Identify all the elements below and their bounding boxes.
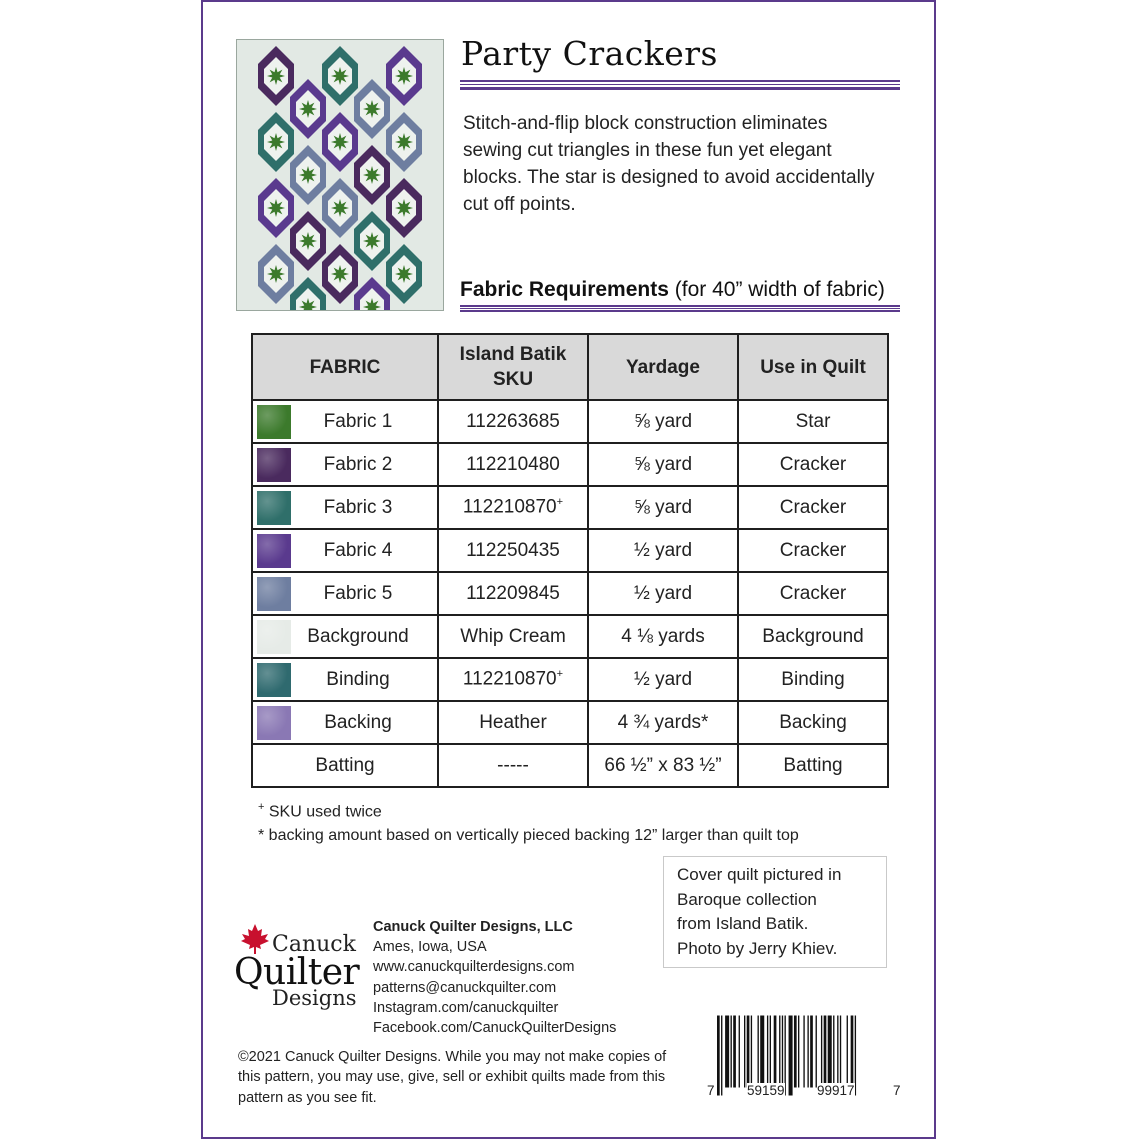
table-row (252, 400, 888, 443)
fabric-swatch (257, 706, 291, 740)
sku-value: 112210870 (462, 496, 557, 518)
copyright-notice: ©2021 Canuck Quilter Designs. While you may not make copies of this pattern, you may use, give, sell or exhibit quilts made from this pattern as you see fit. (238, 1049, 667, 1106)
sku-cell (438, 400, 588, 443)
use-cell: Background (738, 615, 888, 658)
use-cell: Backing (738, 701, 888, 744)
fabric-cell (252, 572, 438, 615)
cover-photo-credit (663, 856, 887, 968)
sku-value: Whip Cream (460, 625, 566, 647)
yardage-cell: 4 ¾ yards* (588, 701, 738, 744)
fabric-requirements-heading (460, 278, 885, 302)
barcode-digits-right: 99917 (817, 1083, 855, 1098)
sku-cell (438, 486, 588, 529)
sku-used-twice-mark: + (556, 668, 564, 681)
table-row (252, 701, 888, 744)
fabric-table (251, 333, 889, 788)
company-instagram-link[interactable]: Instagram.com/canuckquilter (373, 999, 559, 1016)
table-row (252, 443, 888, 486)
use-cell: Binding (738, 658, 888, 701)
sku-twice-text: SKU used twice (264, 803, 382, 821)
barcode-digit-check: 7 (893, 1083, 901, 1098)
sku-cell (438, 658, 588, 701)
title-rule (460, 80, 900, 90)
fabric-name: Backing (324, 711, 392, 733)
sku-value: 112250435 (466, 539, 560, 561)
company-location: Ames, Iowa, USA (373, 939, 487, 956)
fabric-cell (252, 658, 438, 701)
sku-cell (438, 701, 588, 744)
fabric-name: Fabric 5 (323, 582, 393, 604)
yardage-cell: ½ yard (588, 572, 738, 615)
yardage-cell: 4 ⅛ yards (588, 615, 738, 658)
table-header-row (252, 334, 888, 400)
sku-cell (438, 443, 588, 486)
canuck-quilter-logo (234, 922, 364, 1022)
fabric-cell (252, 400, 438, 443)
logo-word-designs: Designs (272, 986, 357, 1010)
pattern-description: Stitch-and-flip block construction eliminates sewing cut triangles in these fun yet elegant blocks. The star is designed to avoid accidentally cut off points. (463, 113, 875, 215)
fabric-swatch (257, 491, 291, 525)
sku-cell (438, 572, 588, 615)
sku-value: 112263685 (466, 410, 560, 432)
fabric-name: Binding (326, 668, 390, 690)
use-cell: Star (738, 400, 888, 443)
fabric-name: Background (307, 625, 409, 647)
use-cell: Cracker (738, 443, 888, 486)
sku-cell (438, 744, 588, 787)
yardage-cell: 66 ½” x 83 ½” (588, 744, 738, 787)
fabric-swatch (257, 663, 291, 697)
sku-cell (438, 615, 588, 658)
logo-word-quilter: Quilter (234, 952, 360, 993)
requirements-title: Fabric Requirements (460, 278, 669, 301)
fabric-swatch (257, 620, 291, 654)
table-row (252, 529, 888, 572)
sku-used-twice-mark: + (556, 496, 564, 509)
fabric-name: Fabric 3 (323, 496, 393, 518)
fabric-cell (252, 701, 438, 744)
fabric-name: Fabric 1 (323, 410, 393, 432)
logo-word-canuck: Canuck (272, 932, 356, 957)
sku-value: 112209845 (466, 582, 560, 604)
fabric-swatch (257, 577, 291, 611)
use-cell: Cracker (738, 529, 888, 572)
header-yardage: Yardage (588, 334, 738, 400)
table-row (252, 572, 888, 615)
pattern-title: Party Crackers (461, 34, 718, 73)
cover-note-line: Baroque collection (677, 889, 817, 909)
cover-note-line: Cover quilt pictured in (677, 865, 842, 884)
backing-note: * backing amount based on vertically pieced backing 12” larger than quilt top (258, 827, 799, 845)
fabric-cell (252, 615, 438, 658)
company-facebook-link[interactable]: Facebook.com/CanuckQuilterDesigns (373, 1020, 617, 1037)
barcode-digits-left: 59159 (747, 1083, 785, 1098)
quilt-illustration (237, 40, 443, 310)
header-sku (438, 334, 588, 400)
use-cell: Batting (738, 744, 888, 787)
cover-quilt-image (236, 39, 444, 311)
fabric-swatch (257, 534, 291, 568)
maple-leaf-icon (238, 922, 272, 956)
cover-note-line: Photo by Jerry Khiev. (677, 938, 838, 958)
header-fabric: FABRIC (252, 334, 438, 400)
fabric-cell (252, 443, 438, 486)
sku-twice-mark: + (258, 801, 265, 813)
yardage-cell: ½ yard (588, 658, 738, 701)
yardage-cell: ⅝ yard (588, 400, 738, 443)
header-sku-line2: SKU (492, 369, 534, 390)
table-row (252, 615, 888, 658)
yardage-cell: ⅝ yard (588, 486, 738, 529)
use-cell: Cracker (738, 486, 888, 529)
fabric-cell: Batting (252, 744, 438, 787)
fabric-cell (252, 486, 438, 529)
table-row (252, 486, 888, 529)
sku-cell (438, 529, 588, 572)
header-use: Use in Quilt (738, 334, 888, 400)
use-cell: Cracker (738, 572, 888, 615)
sku-value: 112210480 (466, 453, 560, 475)
fabric-swatch (257, 405, 291, 439)
sku-twice-note (258, 795, 799, 824)
barcode (705, 1008, 905, 1103)
yardage-cell: ⅝ yard (588, 443, 738, 486)
sku-value: Heather (479, 711, 547, 733)
fabric-cell (252, 529, 438, 572)
barcode-digit-lead: 7 (707, 1083, 715, 1098)
requirements-subtitle: (for 40” width of fabric) (674, 278, 885, 301)
fabric-swatch (257, 448, 291, 482)
company-email-link[interactable]: patterns@canuckquilter.com (373, 979, 557, 996)
company-info (373, 917, 616, 1038)
sku-value: ----- (497, 754, 529, 776)
requirements-rule (460, 305, 900, 312)
sku-value: 112210870 (462, 668, 557, 690)
cover-note-line: from Island Batik. (677, 914, 809, 933)
header-sku-line1: Island Batik (459, 344, 567, 365)
table-row (252, 658, 888, 701)
company-website-link[interactable]: www.canuckquilterdesigns.com (373, 959, 575, 976)
fabric-name: Fabric 2 (323, 453, 393, 475)
yardage-cell: ½ yard (588, 529, 738, 572)
fabric-name: Fabric 4 (323, 539, 393, 561)
company-name: Canuck Quilter Designs, LLC (373, 919, 573, 935)
table-notes (258, 795, 799, 848)
table-row (252, 744, 888, 787)
